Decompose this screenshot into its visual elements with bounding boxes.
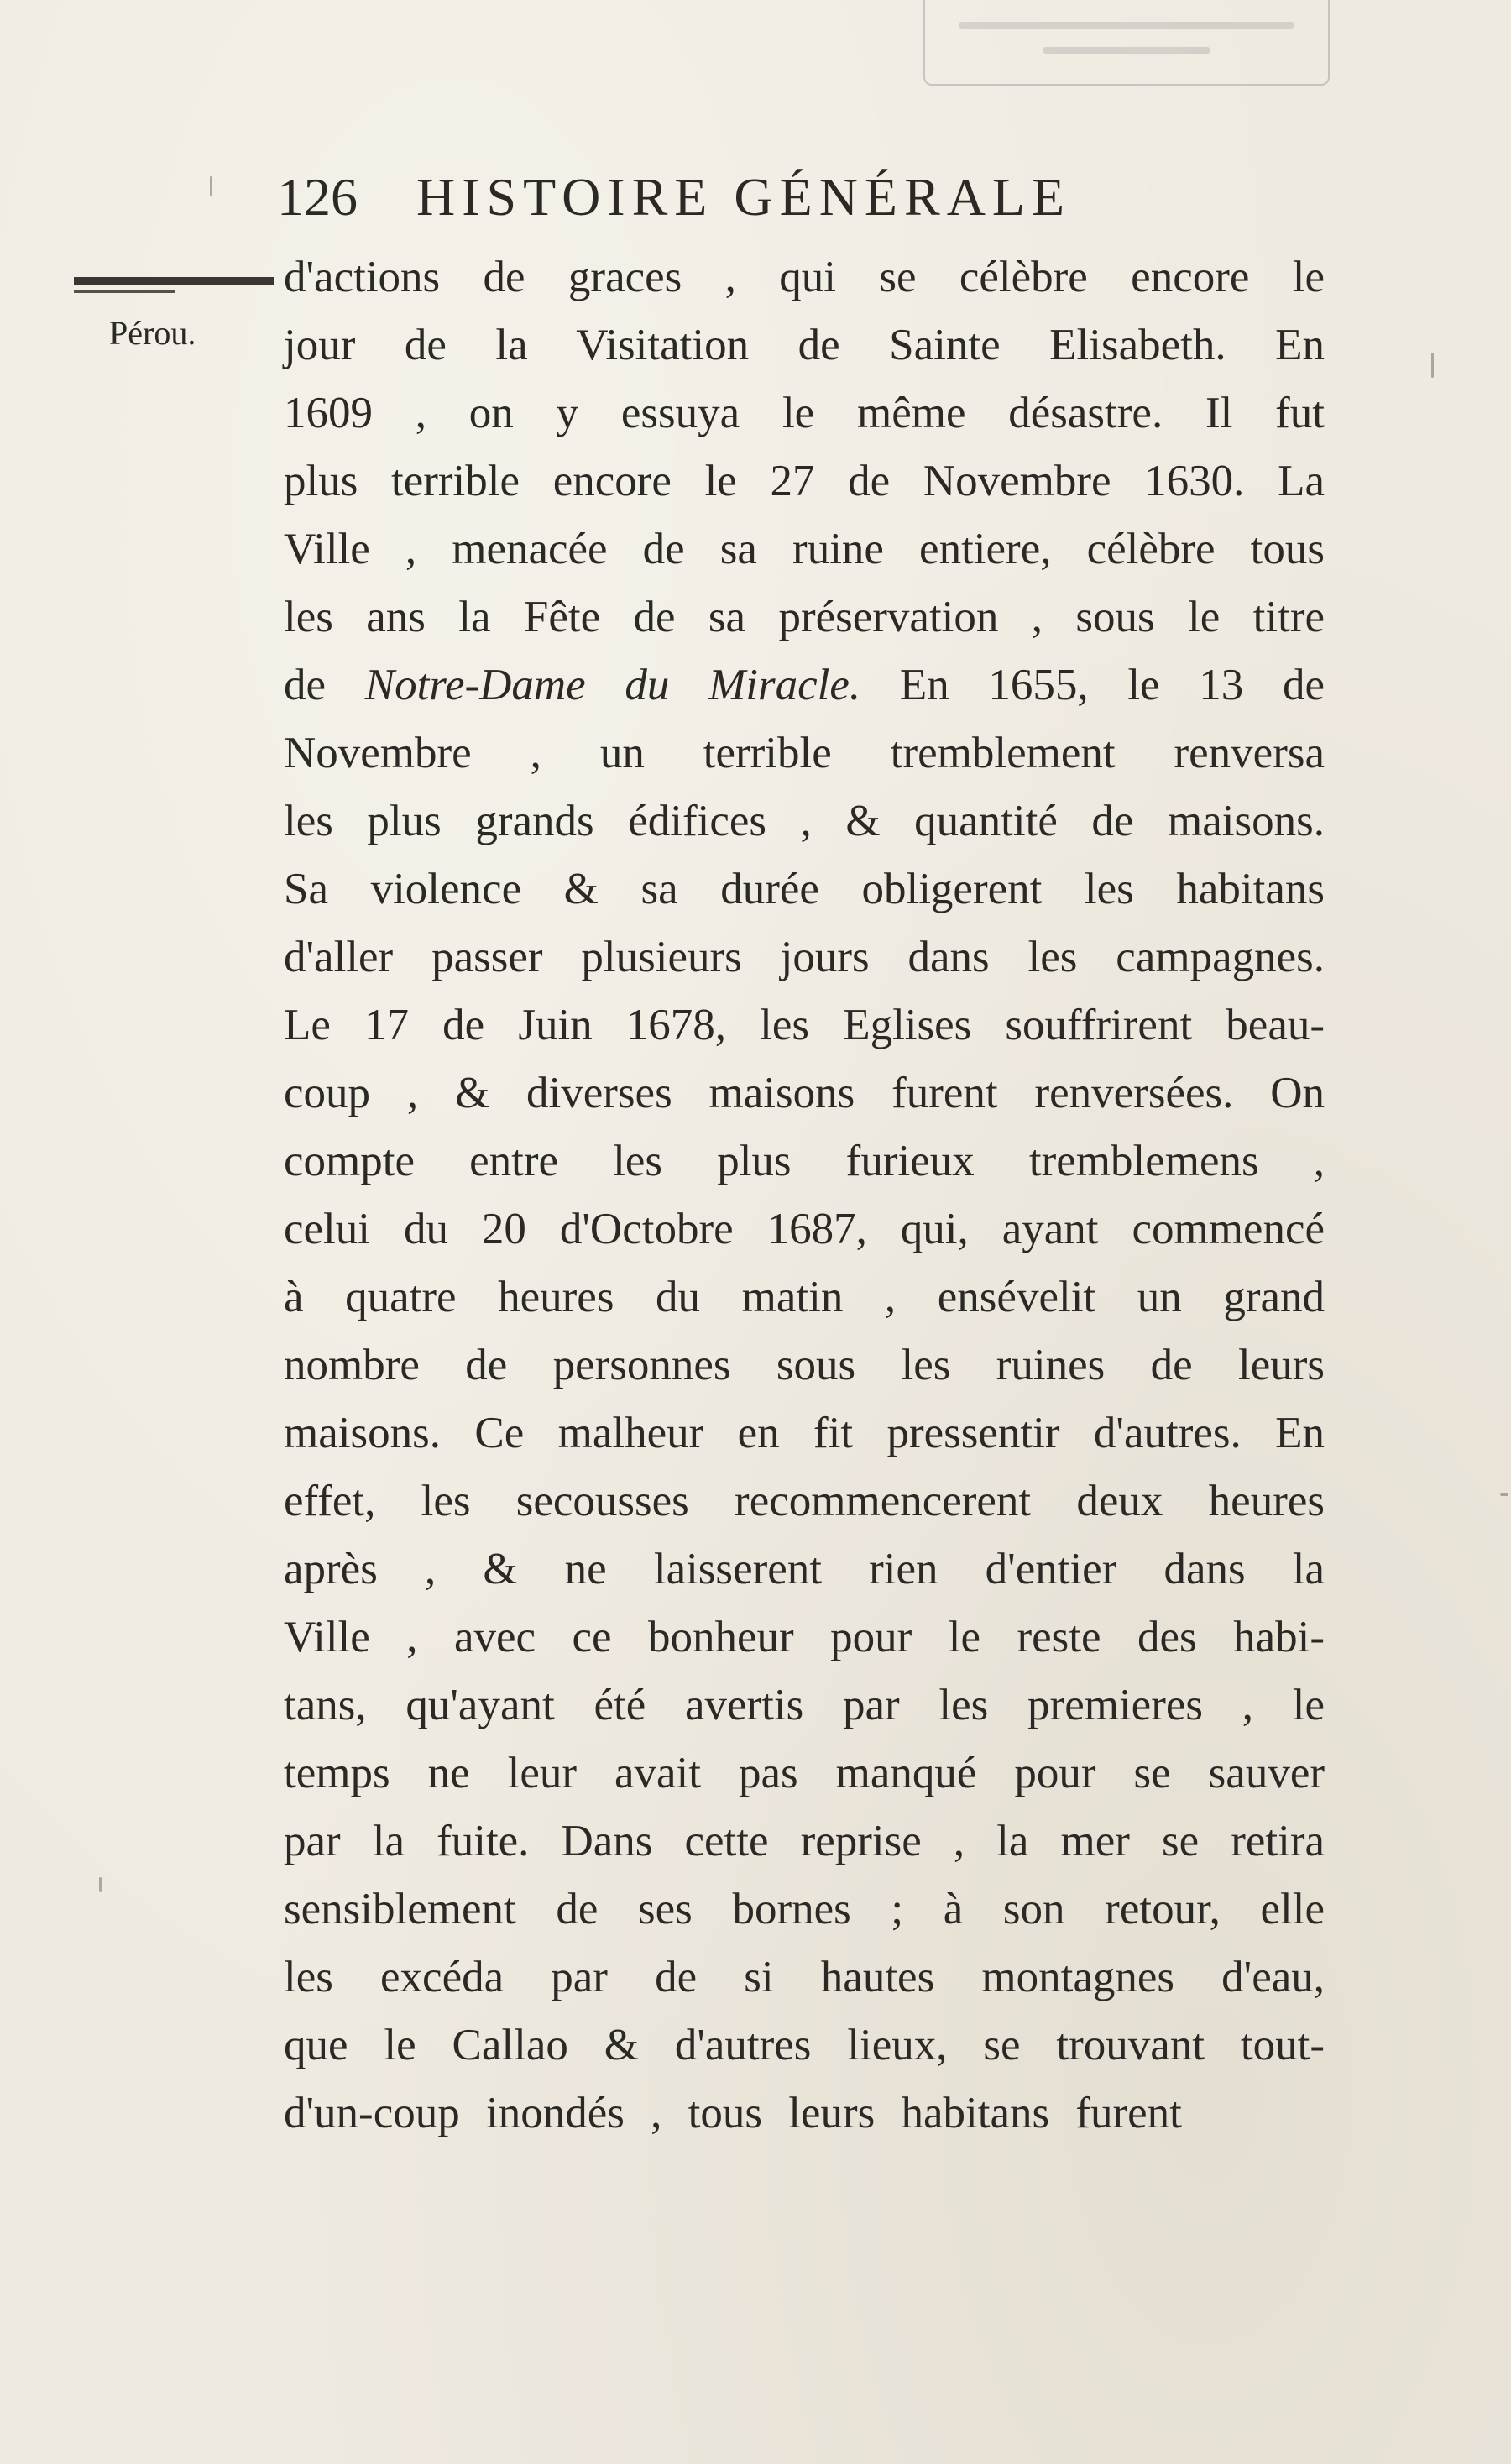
library-stamp xyxy=(923,0,1330,86)
margin-rule-thin xyxy=(74,290,175,293)
text-line: Le 17 de Juin 1678, les Eglises souffrirent beau- xyxy=(284,1001,1325,1049)
paper-speck xyxy=(210,176,212,196)
paper-speck xyxy=(99,1877,102,1892)
text-line: coup , & diverses maisons furent renversées. On xyxy=(284,1069,1325,1117)
text-line-with-italic xyxy=(284,651,1325,719)
stamp-text-line xyxy=(959,22,1294,29)
paper-speck xyxy=(1500,1493,1508,1496)
text-segment: de xyxy=(284,661,365,709)
margin-rule xyxy=(74,277,274,285)
text-line: à quatre heures du matin , ensévelit un grand xyxy=(284,1273,1325,1321)
text-line: celui du 20 d'Octobre 1687, qui, ayant commencé xyxy=(284,1205,1325,1253)
margin-note: Pérou. xyxy=(109,314,196,352)
text-line: compte entre les plus furieux tremblemens , xyxy=(284,1137,1325,1185)
text-line: tans, qu'ayant été avertis par les premieres , le xyxy=(284,1681,1325,1729)
text-line: après , & ne laisserent rien d'entier dans la xyxy=(284,1545,1325,1593)
text-line: Ville , menacée de sa ruine entiere, célèbre tous xyxy=(284,525,1325,573)
text-line: Ville , avec ce bonheur pour le reste des habi- xyxy=(284,1613,1325,1661)
text-line: 1609 , on y essuya le même désastre. Il fut xyxy=(284,389,1325,437)
stamp-text-line xyxy=(1043,47,1210,54)
page-header xyxy=(277,160,1343,235)
text-line: d'actions de graces , qui se célèbre encore le xyxy=(284,253,1325,301)
text-line: les excéda par de si hautes montagnes d'eau, xyxy=(284,1953,1325,2001)
paper-speck xyxy=(1431,353,1434,378)
text-line: que le Callao & d'autres lieux, se trouvant tout- xyxy=(284,2021,1325,2069)
page-number: 126 xyxy=(277,167,358,227)
text-line: les plus grands édifices , & quantité de maisons. xyxy=(284,797,1325,845)
text-line: sensiblement de ses bornes ; à son retour, elle xyxy=(284,1885,1325,1933)
text-line: jour de la Visitation de Sainte Elisabeth. En xyxy=(284,321,1325,369)
text-line: nombre de personnes sous les ruines de leurs xyxy=(284,1341,1325,1389)
text-line: plus terrible encore le 27 de Novembre 1630. La xyxy=(284,457,1325,505)
italic-title: Notre-Dame du Miracle. xyxy=(364,661,861,709)
text-segment: En 1655, le 13 de xyxy=(860,661,1325,709)
text-line: d'un-coup inondés , tous leurs habitans furent xyxy=(284,2089,1182,2137)
text-line: effet, les secousses recommencerent deux heures xyxy=(284,1477,1325,1525)
text-line: maisons. Ce malheur en fit pressentir d'autres. En xyxy=(284,1409,1325,1457)
running-title: HISTOIRE GÉNÉRALE xyxy=(416,167,1072,227)
text-line: les ans la Fête de sa préservation , sous le titre xyxy=(284,593,1325,641)
text-line: par la fuite. Dans cette reprise , la mer se retira xyxy=(284,1817,1325,1865)
text-line: Novembre , un terrible tremblement renversa xyxy=(284,729,1325,777)
body-text xyxy=(284,243,1325,2147)
text-line: Sa violence & sa durée obligerent les habitans xyxy=(284,865,1325,913)
text-line: temps ne leur avait pas manqué pour se sauver xyxy=(284,1749,1325,1797)
text-line: d'aller passer plusieurs jours dans les campagnes. xyxy=(284,933,1325,981)
